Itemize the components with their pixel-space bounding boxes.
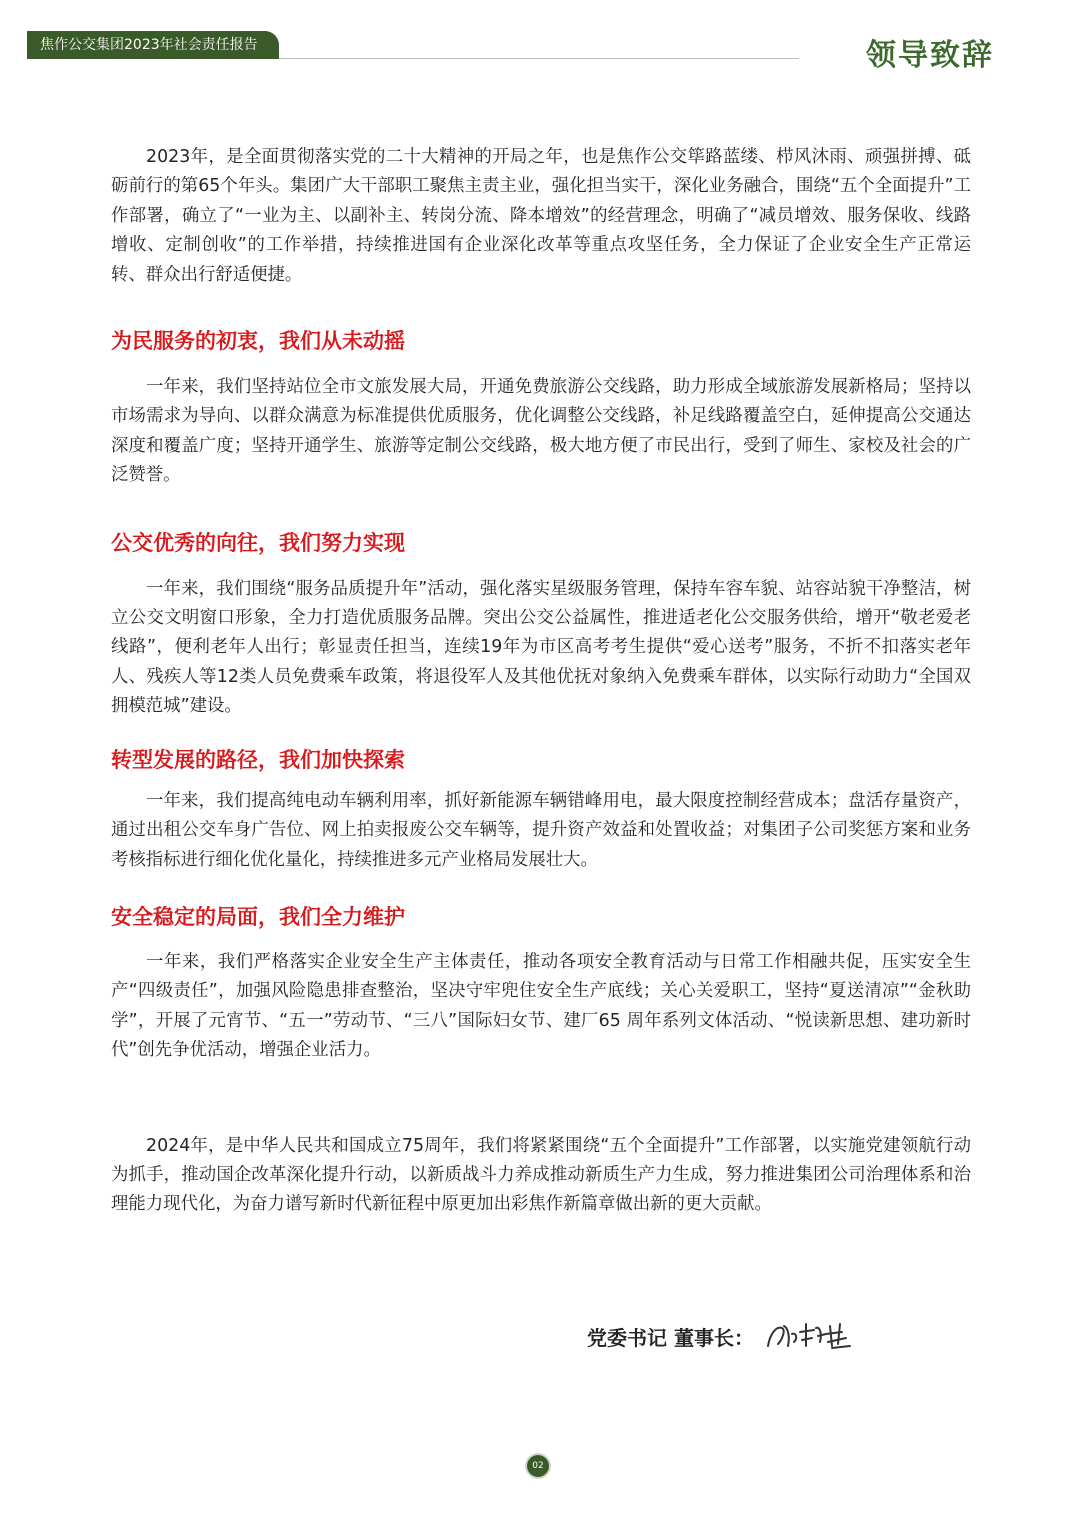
- page-number: 02: [527, 1455, 549, 1477]
- letter-body: [111, 143, 971, 1220]
- section-heading-1: 为民服务的初衷，我们从未动摇: [111, 328, 405, 354]
- section-heading-2: 公交优秀的向往，我们努力实现: [111, 529, 405, 555]
- signature-title: 党委书记 董事长：: [587, 1325, 754, 1350]
- header-divider: [279, 58, 799, 59]
- closing-paragraph: 2024年，是中华人民共和国成立75周年，我们将紧紧围绕“五个全面提升”工作部署，以实施党建领航行动为抓手，推动国企改革深化提升行动，以新质战斗力养成推动新质生产力生成，努力推进集团公司治理体系和治理能力现代化，为奋力谱写新时代新征程中原更加出彩焦作新篇章做出新的更大贡献。: [111, 1135, 971, 1215]
- section-title: 领导致辞: [866, 38, 994, 73]
- section-body-4: 一年来，我们严格落实企业安全生产主体责任，推动各项安全教育活动与日常工作相融共促，压实安全生产“四级责任”，加强风险隐患排查整治，坚决守牢兜住安全生产底线；关心关爱职工，坚持“夏送清凉”“金秋助学”，开展了元宵节、“五一”劳动节、“三八”国际妇女节、建厂65 周年系列文体活动、“悦读新思想、建功新时代”创先争优活动，增强企业活力。: [111, 951, 971, 1061]
- report-title-tab: 焦作公交集团2023年社会责任报告: [27, 31, 279, 59]
- intro-paragraph: 2023年，是全面贯彻落实党的二十大精神的开局之年，也是焦作公交筚路蓝缕、栉风沐雨、顽强拼搏、砥砺前行的第65个年头。集团广大干部职工聚焦主责主业，强化担当实干，深化业务融合，围绕“五个全面提升”工作部署，确立了“一业为主、以副补主、转岗分流、降本增效”的经营理念，明确了“减员增效、服务保收、线路增收、定制创收”的工作举措，持续推进国有企业深化改革等重点攻坚任务，全力保证了企业安全生产正常运转、群众出行舒适便捷。: [111, 147, 971, 285]
- section-body-1: 一年来，我们坚持站位全市文旅发展大局，开通免费旅游公交线路，助力形成全域旅游发展新格局；坚持以市场需求为导向、以群众满意为标准提供优质服务，优化调整公交线路，补足线路覆盖空白，延伸提高公交通达深度和覆盖广度；坚持开通学生、旅游等定制公交线路，极大地方便了市民出行，受到了师生、家校及社会的广泛赞誉。: [111, 377, 971, 486]
- handwritten-signature: [762, 1316, 857, 1356]
- signature-block: [587, 1316, 857, 1356]
- section-heading-3: 转型发展的路径，我们加快探索: [111, 746, 405, 772]
- section-body-2: 一年来，我们围绕“服务品质提升年”活动，强化落实星级服务管理，保持车容车貌、站容站貌干净整洁，树立公交文明窗口形象，全力打造优质服务品牌。突出公交公益属性，推进适老化公交服务供给，增开“敬老爱老线路”，便利老年人出行；彰显责任担当，连续19年为市区高考考生提供“爱心送考”服务，不折不扣落实老年人、残疾人等12类人员免费乘车政策，将退役军人及其他优抚对象纳入免费乘车群体，以实际行动助力“全国双拥模范城”建设。: [111, 578, 971, 717]
- section-heading-4: 安全稳定的局面，我们全力维护: [111, 903, 405, 929]
- section-body-3: 一年来，我们提高纯电动车辆利用率，抓好新能源车辆错峰用电，最大限度控制经营成本；盘活存量资产，通过出租公交车身广告位、网上拍卖报废公交车辆等，提升资产效益和处置收益；对集团子公司奖惩方案和业务考核指标进行细化优化量化，持续推进多元产业格局发展壮大。: [111, 790, 971, 870]
